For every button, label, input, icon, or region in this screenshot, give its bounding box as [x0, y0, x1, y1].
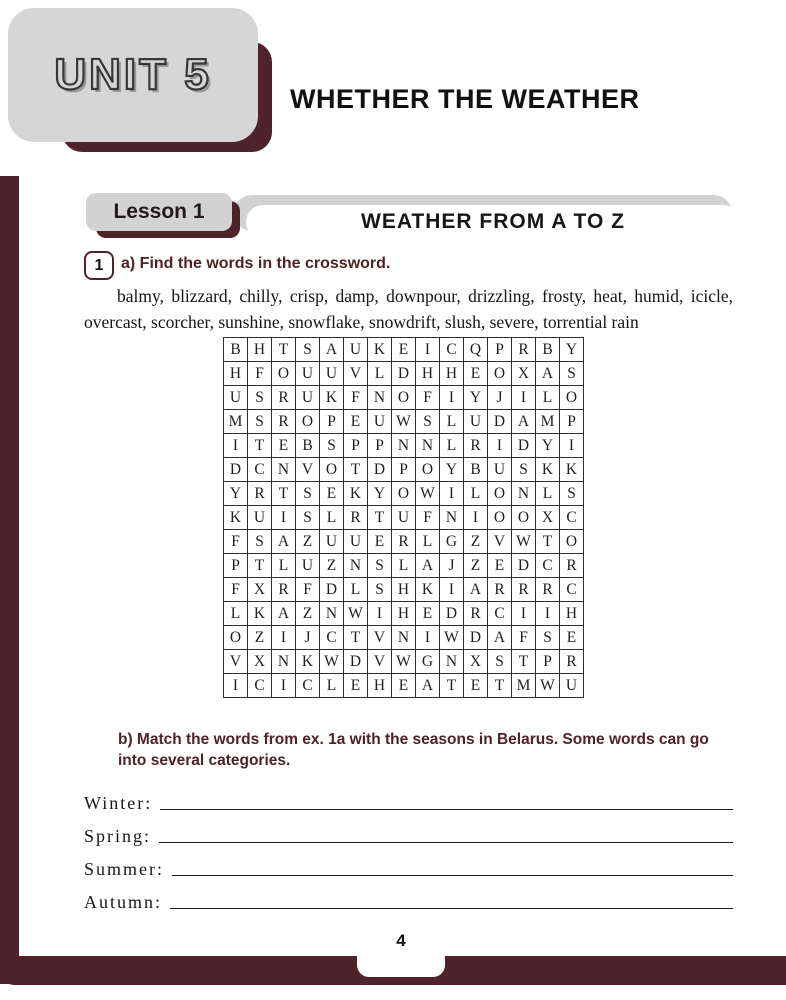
grid-cell: L: [464, 482, 488, 506]
grid-cell: N: [416, 434, 440, 458]
grid-cell: T: [248, 554, 272, 578]
grid-cell: F: [512, 626, 536, 650]
lesson-label: Lesson 1: [113, 200, 205, 223]
grid-cell: I: [464, 506, 488, 530]
grid-cell: E: [272, 434, 296, 458]
grid-cell: I: [440, 386, 464, 410]
grid-cell: S: [320, 434, 344, 458]
grid-cell: N: [272, 458, 296, 482]
grid-cell: K: [416, 578, 440, 602]
grid-cell: R: [392, 530, 416, 554]
grid-cell: S: [368, 578, 392, 602]
grid-cell: S: [296, 338, 320, 362]
exercise-number: 1: [94, 256, 104, 274]
grid-cell: W: [320, 650, 344, 674]
page-number-tab: [357, 924, 445, 977]
grid-cell: C: [248, 458, 272, 482]
grid-cell: A: [320, 338, 344, 362]
seasons-list: [84, 781, 733, 913]
grid-cell: D: [392, 362, 416, 386]
grid-cell: J: [440, 554, 464, 578]
season-label: Summer:: [84, 859, 164, 879]
grid-cell: O: [296, 410, 320, 434]
grid-cell: R: [272, 410, 296, 434]
grid-cell: R: [488, 578, 512, 602]
wordsearch-table: [223, 337, 584, 698]
grid-cell: T: [248, 434, 272, 458]
grid-cell: O: [320, 458, 344, 482]
grid-cell: R: [248, 482, 272, 506]
grid-cell: P: [392, 458, 416, 482]
grid-cell: I: [224, 434, 248, 458]
grid-cell: D: [512, 434, 536, 458]
grid-cell: M: [512, 674, 536, 698]
grid-cell: H: [560, 602, 584, 626]
grid-cell: I: [224, 674, 248, 698]
grid-cell: W: [440, 626, 464, 650]
grid-cell: O: [488, 362, 512, 386]
grid-cell: U: [560, 674, 584, 698]
grid-cell: E: [488, 554, 512, 578]
grid-cell: R: [512, 578, 536, 602]
grid-cell: N: [392, 434, 416, 458]
grid-cell: U: [296, 554, 320, 578]
grid-cell: S: [488, 650, 512, 674]
grid-cell: Y: [440, 458, 464, 482]
grid-row: [224, 530, 584, 554]
season-row: [84, 781, 733, 814]
grid-cell: H: [416, 362, 440, 386]
task-b-line-1: b) Match the words from ex. 1a with the seasons in Belarus. Some words can go: [118, 731, 709, 748]
season-label: Spring:: [84, 826, 152, 846]
grid-cell: C: [248, 674, 272, 698]
grid-cell: K: [320, 386, 344, 410]
grid-cell: N: [392, 626, 416, 650]
grid-cell: I: [272, 626, 296, 650]
grid-cell: V: [296, 458, 320, 482]
grid-cell: B: [464, 458, 488, 482]
grid-cell: R: [560, 554, 584, 578]
grid-cell: X: [248, 578, 272, 602]
grid-cell: R: [512, 338, 536, 362]
grid-cell: U: [320, 530, 344, 554]
grid-cell: U: [344, 530, 368, 554]
grid-cell: Z: [248, 626, 272, 650]
grid-row: [224, 506, 584, 530]
grid-cell: X: [512, 362, 536, 386]
grid-row: [224, 674, 584, 698]
left-border-bar: [0, 176, 19, 984]
grid-cell: B: [224, 338, 248, 362]
grid-cell: S: [248, 410, 272, 434]
grid-cell: K: [344, 482, 368, 506]
grid-cell: L: [272, 554, 296, 578]
grid-cell: E: [344, 410, 368, 434]
grid-cell: O: [488, 506, 512, 530]
grid-cell: O: [392, 482, 416, 506]
grid-cell: I: [416, 338, 440, 362]
grid-cell: P: [488, 338, 512, 362]
grid-cell: C: [488, 602, 512, 626]
unit-tab: [8, 8, 258, 142]
grid-cell: I: [512, 386, 536, 410]
grid-cell: Y: [368, 482, 392, 506]
answer-line: [170, 908, 733, 909]
grid-cell: O: [560, 530, 584, 554]
grid-cell: S: [296, 506, 320, 530]
grid-cell: Y: [560, 338, 584, 362]
grid-cell: H: [368, 674, 392, 698]
grid-cell: Z: [464, 554, 488, 578]
grid-cell: J: [488, 386, 512, 410]
grid-cell: X: [464, 650, 488, 674]
grid-cell: K: [296, 650, 320, 674]
grid-cell: D: [464, 626, 488, 650]
grid-cell: H: [440, 362, 464, 386]
grid-cell: N: [272, 650, 296, 674]
grid-cell: I: [416, 626, 440, 650]
grid-cell: U: [296, 362, 320, 386]
grid-cell: H: [392, 602, 416, 626]
grid-cell: N: [440, 650, 464, 674]
grid-cell: T: [344, 458, 368, 482]
grid-cell: X: [536, 506, 560, 530]
grid-cell: D: [368, 458, 392, 482]
grid-cell: I: [440, 578, 464, 602]
lesson-title: WEATHER FROM A TO Z: [361, 210, 625, 233]
grid-cell: M: [224, 410, 248, 434]
grid-cell: F: [416, 386, 440, 410]
lesson-tab: [86, 193, 232, 231]
grid-cell: Z: [320, 554, 344, 578]
grid-cell: L: [224, 602, 248, 626]
grid-cell: V: [488, 530, 512, 554]
grid-cell: W: [536, 674, 560, 698]
grid-cell: O: [512, 506, 536, 530]
grid-cell: L: [320, 674, 344, 698]
grid-cell: H: [392, 578, 416, 602]
grid-cell: E: [368, 530, 392, 554]
grid-cell: D: [320, 578, 344, 602]
grid-cell: R: [560, 650, 584, 674]
grid-cell: I: [488, 434, 512, 458]
grid-cell: F: [296, 578, 320, 602]
grid-cell: Q: [464, 338, 488, 362]
grid-cell: S: [248, 530, 272, 554]
grid-cell: A: [272, 530, 296, 554]
grid-cell: A: [536, 362, 560, 386]
grid-cell: S: [560, 362, 584, 386]
grid-cell: I: [368, 602, 392, 626]
grid-cell: Y: [536, 434, 560, 458]
task-a-instruction: a) Find the words in the crossword.: [121, 255, 391, 272]
grid-cell: P: [560, 410, 584, 434]
grid-cell: S: [296, 482, 320, 506]
wordsearch-grid-body: [224, 338, 584, 698]
grid-cell: G: [440, 530, 464, 554]
grid-cell: C: [320, 626, 344, 650]
grid-cell: U: [296, 386, 320, 410]
grid-cell: K: [368, 338, 392, 362]
grid-cell: T: [272, 482, 296, 506]
grid-cell: P: [344, 434, 368, 458]
lesson-banner: [246, 205, 740, 239]
grid-cell: T: [368, 506, 392, 530]
grid-cell: K: [248, 602, 272, 626]
grid-cell: C: [560, 578, 584, 602]
grid-cell: I: [440, 482, 464, 506]
grid-cell: D: [488, 410, 512, 434]
grid-cell: U: [488, 458, 512, 482]
grid-cell: V: [224, 650, 248, 674]
grid-cell: W: [392, 410, 416, 434]
grid-cell: S: [560, 482, 584, 506]
grid-cell: O: [416, 458, 440, 482]
grid-row: [224, 410, 584, 434]
answer-line: [160, 809, 733, 810]
grid-cell: P: [536, 650, 560, 674]
grid-cell: Y: [224, 482, 248, 506]
grid-cell: L: [344, 578, 368, 602]
grid-cell: N: [440, 506, 464, 530]
grid-cell: I: [536, 602, 560, 626]
grid-cell: L: [536, 386, 560, 410]
word-list: balmy, blizzard, chilly, crisp, damp, downpour, drizzling, frosty, heat, humid, icicle, overcast, scorcher, sunshine, snowflake, snowdrift, slush, severe, torrential rain: [84, 286, 733, 332]
grid-cell: K: [536, 458, 560, 482]
grid-cell: U: [392, 506, 416, 530]
grid-cell: O: [224, 626, 248, 650]
grid-row: [224, 362, 584, 386]
grid-cell: C: [560, 506, 584, 530]
grid-cell: E: [464, 362, 488, 386]
grid-cell: A: [488, 626, 512, 650]
grid-cell: C: [296, 674, 320, 698]
grid-cell: U: [320, 362, 344, 386]
grid-cell: P: [320, 410, 344, 434]
grid-cell: N: [344, 554, 368, 578]
grid-cell: F: [344, 386, 368, 410]
grid-cell: T: [536, 530, 560, 554]
grid-cell: D: [440, 602, 464, 626]
grid-row: [224, 602, 584, 626]
grid-row: [224, 338, 584, 362]
grid-cell: F: [224, 530, 248, 554]
grid-cell: M: [536, 410, 560, 434]
grid-cell: K: [560, 458, 584, 482]
grid-cell: R: [272, 386, 296, 410]
grid-cell: Y: [464, 386, 488, 410]
grid-cell: I: [512, 602, 536, 626]
grid-cell: W: [416, 482, 440, 506]
grid-cell: L: [368, 362, 392, 386]
grid-cell: P: [368, 434, 392, 458]
answer-line: [159, 842, 733, 843]
grid-cell: A: [512, 410, 536, 434]
grid-cell: E: [320, 482, 344, 506]
grid-cell: P: [224, 554, 248, 578]
answer-line: [172, 875, 733, 876]
grid-cell: N: [320, 602, 344, 626]
grid-cell: O: [488, 482, 512, 506]
grid-cell: S: [248, 386, 272, 410]
grid-cell: R: [464, 602, 488, 626]
grid-cell: S: [512, 458, 536, 482]
grid-cell: E: [392, 674, 416, 698]
grid-cell: T: [344, 626, 368, 650]
grid-cell: J: [296, 626, 320, 650]
grid-row: [224, 386, 584, 410]
grid-cell: S: [536, 626, 560, 650]
grid-cell: V: [368, 650, 392, 674]
grid-cell: O: [560, 386, 584, 410]
grid-cell: B: [536, 338, 560, 362]
grid-cell: C: [440, 338, 464, 362]
grid-cell: D: [224, 458, 248, 482]
grid-row: [224, 578, 584, 602]
grid-cell: I: [272, 506, 296, 530]
grid-cell: F: [224, 578, 248, 602]
grid-cell: L: [440, 410, 464, 434]
grid-row: [224, 554, 584, 578]
grid-cell: W: [392, 650, 416, 674]
grid-cell: N: [368, 386, 392, 410]
grid-cell: B: [296, 434, 320, 458]
grid-cell: L: [416, 530, 440, 554]
season-row: [84, 880, 733, 913]
grid-cell: D: [344, 650, 368, 674]
grid-cell: I: [272, 674, 296, 698]
season-label: Autumn:: [84, 892, 163, 912]
task-b-line-2: into several categories.: [118, 752, 291, 769]
grid-cell: R: [536, 578, 560, 602]
grid-cell: A: [272, 602, 296, 626]
grid-row: [224, 434, 584, 458]
grid-cell: C: [536, 554, 560, 578]
grid-cell: U: [464, 410, 488, 434]
grid-cell: H: [248, 338, 272, 362]
grid-cell: N: [512, 482, 536, 506]
grid-cell: O: [392, 386, 416, 410]
grid-cell: V: [344, 362, 368, 386]
task-b-instruction: [118, 729, 709, 771]
grid-cell: E: [464, 674, 488, 698]
grid-cell: Z: [296, 530, 320, 554]
grid-cell: U: [344, 338, 368, 362]
grid-cell: R: [272, 578, 296, 602]
grid-cell: Z: [296, 602, 320, 626]
grid-cell: L: [440, 434, 464, 458]
grid-cell: R: [464, 434, 488, 458]
grid-cell: W: [512, 530, 536, 554]
grid-cell: F: [248, 362, 272, 386]
season-label: Winter:: [84, 793, 153, 813]
grid-cell: T: [512, 650, 536, 674]
grid-cell: O: [272, 362, 296, 386]
grid-cell: T: [488, 674, 512, 698]
page-number: 4: [396, 931, 406, 950]
grid-cell: W: [344, 602, 368, 626]
grid-cell: Z: [464, 530, 488, 554]
grid-row: [224, 650, 584, 674]
grid-cell: U: [368, 410, 392, 434]
grid-row: [224, 626, 584, 650]
season-row: [84, 814, 733, 847]
grid-row: [224, 458, 584, 482]
grid-cell: X: [248, 650, 272, 674]
grid-cell: R: [344, 506, 368, 530]
grid-cell: E: [416, 602, 440, 626]
grid-cell: A: [416, 674, 440, 698]
grid-cell: E: [560, 626, 584, 650]
grid-cell: I: [560, 434, 584, 458]
unit-title: WHETHER THE WEATHER: [290, 84, 640, 114]
grid-cell: S: [416, 410, 440, 434]
grid-cell: U: [224, 386, 248, 410]
grid-cell: E: [344, 674, 368, 698]
grid-cell: E: [392, 338, 416, 362]
grid-cell: A: [464, 578, 488, 602]
grid-row: [224, 482, 584, 506]
grid-cell: L: [320, 506, 344, 530]
unit-label: UNIT 5: [54, 50, 212, 99]
wordsearch-grid: [223, 337, 584, 698]
exercise-number-badge: [84, 251, 114, 280]
grid-cell: K: [224, 506, 248, 530]
grid-cell: F: [416, 506, 440, 530]
grid-cell: D: [512, 554, 536, 578]
season-row: [84, 847, 733, 880]
grid-cell: L: [536, 482, 560, 506]
grid-cell: S: [368, 554, 392, 578]
grid-cell: L: [392, 554, 416, 578]
grid-cell: H: [224, 362, 248, 386]
grid-cell: U: [248, 506, 272, 530]
grid-cell: G: [416, 650, 440, 674]
grid-cell: T: [272, 338, 296, 362]
grid-cell: A: [416, 554, 440, 578]
grid-cell: V: [368, 626, 392, 650]
grid-cell: T: [440, 674, 464, 698]
